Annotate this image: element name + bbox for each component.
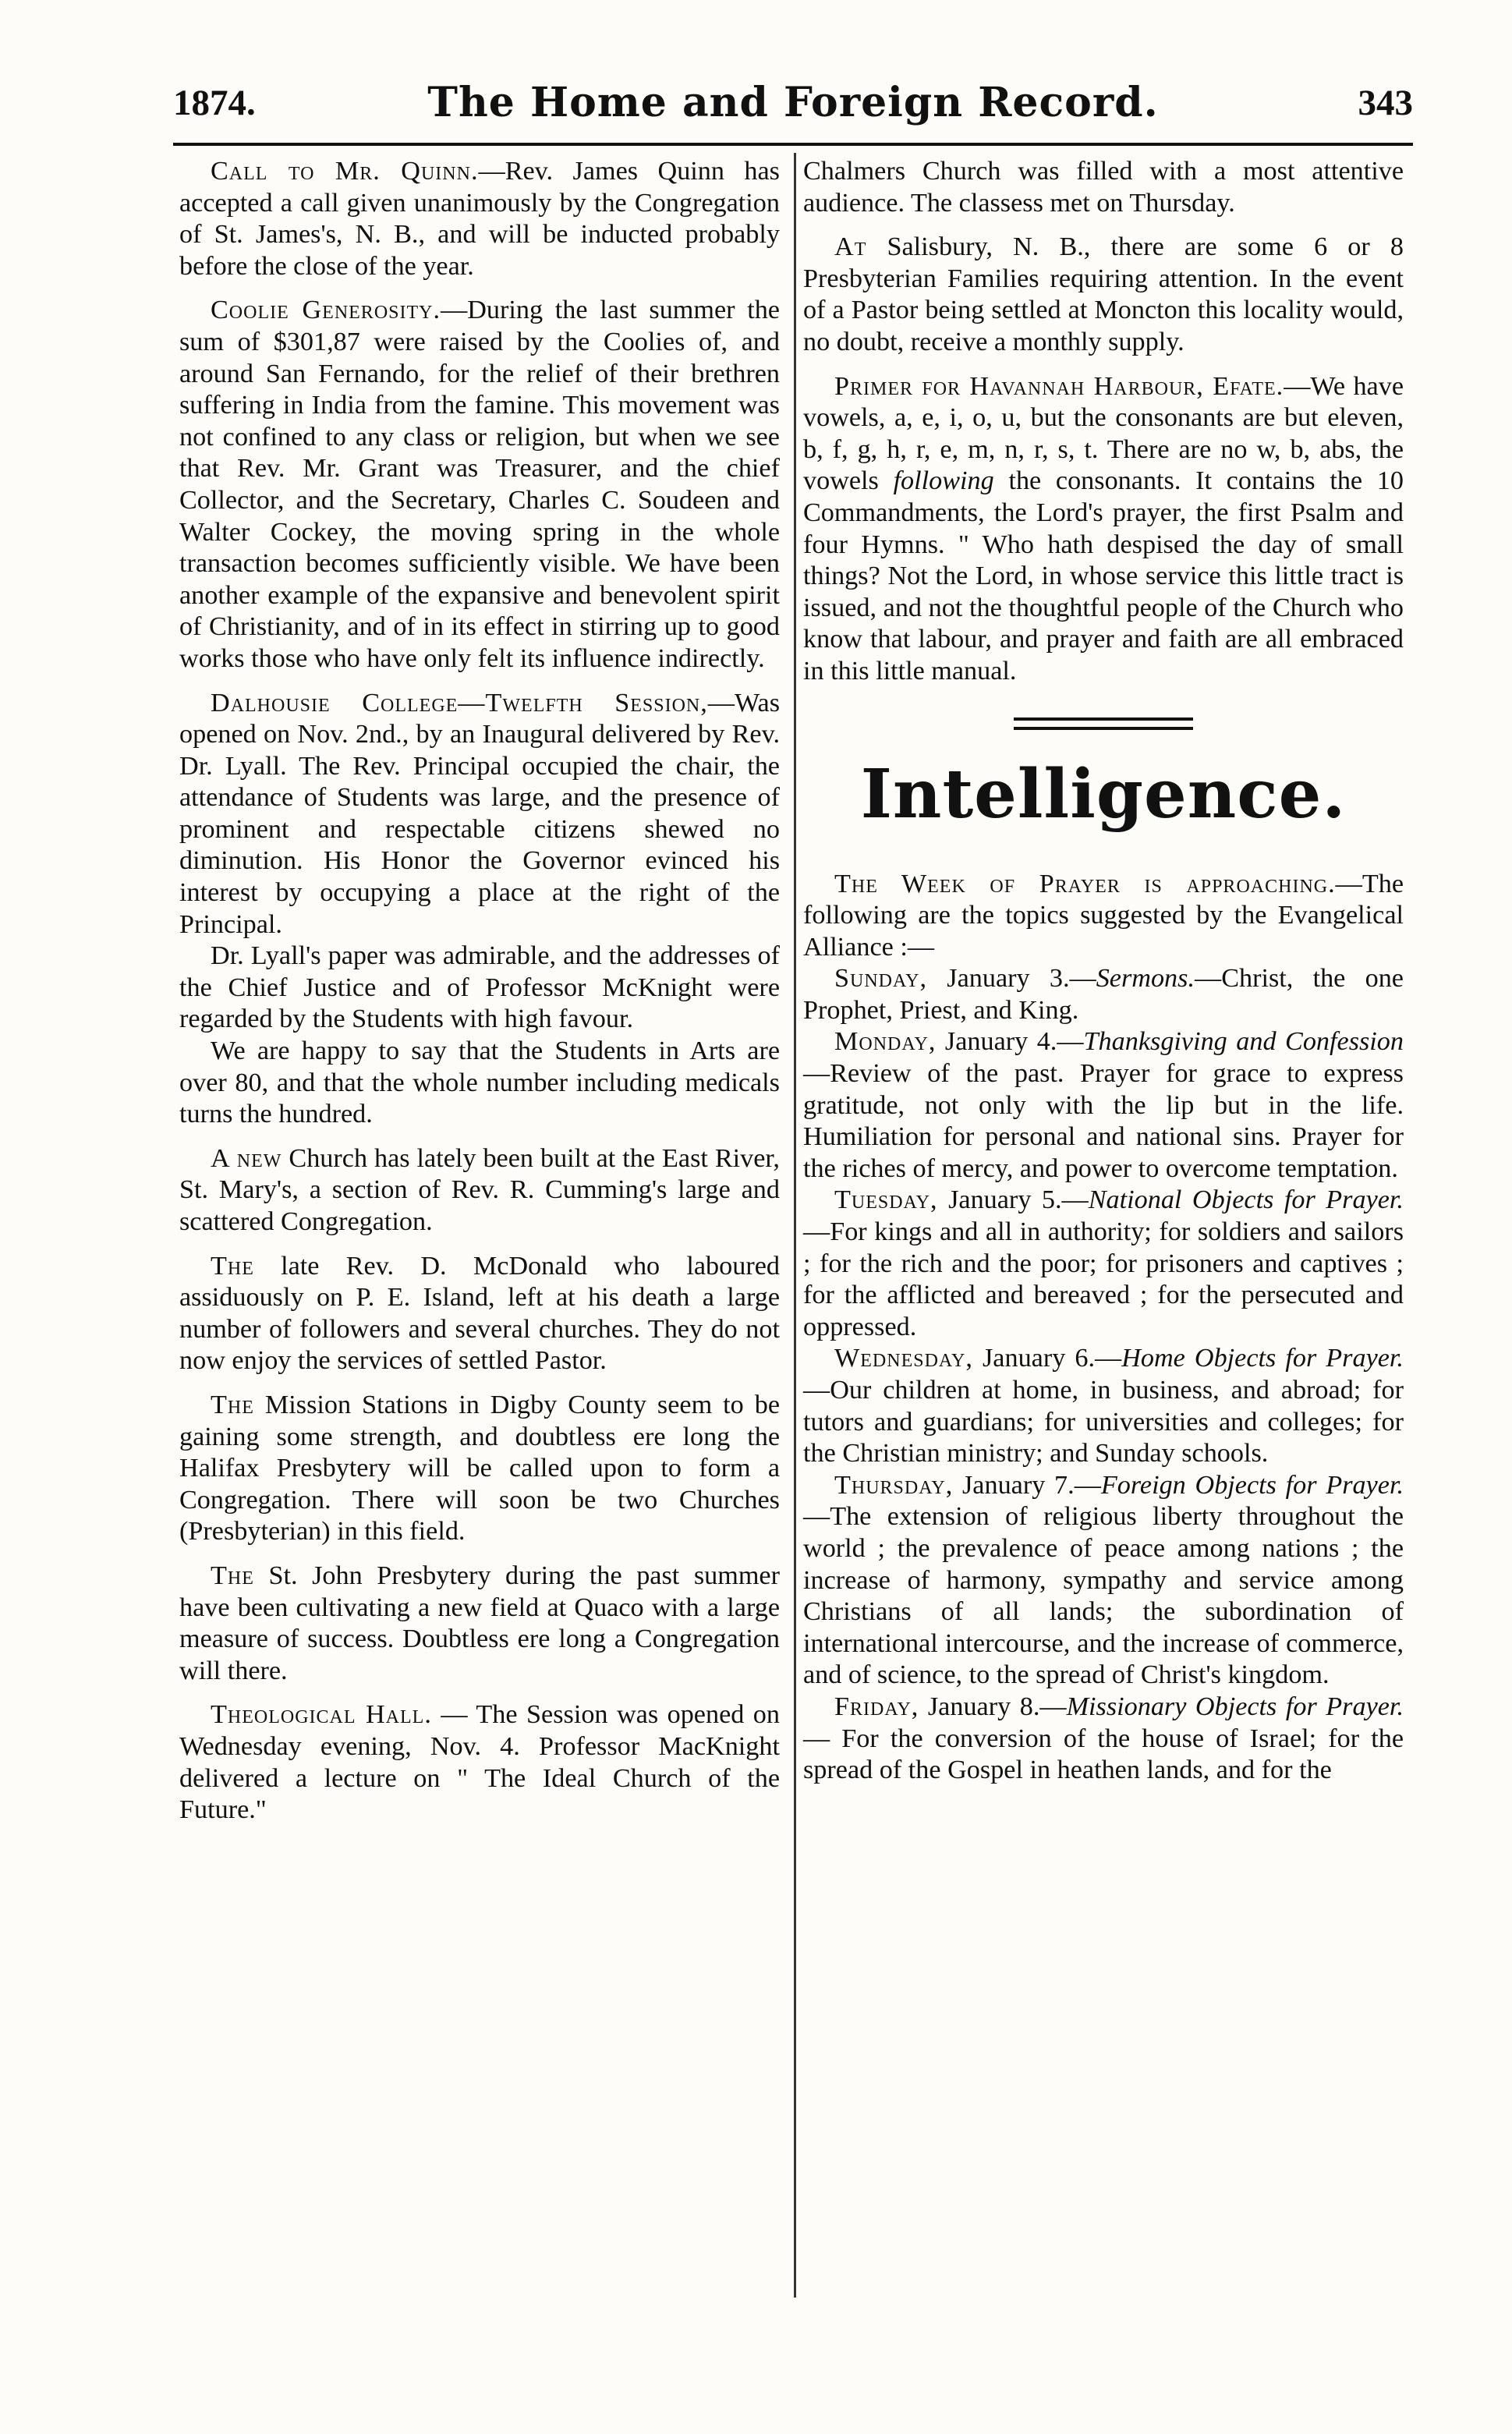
article-body: Mission Stations in Digby County seem to be gaining some strength, and doubtless ere long the Halifax Presbytery will be called upon to form a Congregation. There will soon be two Churches (Presbyterian) in this field. [179, 1390, 780, 1546]
prayer-body: —The extension of religious liberty throughout the world ; the prevalence of peace among nations ; the increase of harmony, sympathy and service among Christians of all lands; the subordination of international intercourse, and the increase of commerce, and of science, to the spread of Christ's kingdom. [803, 1502, 1404, 1690]
prayer-topic: Home Objects for Prayer. [1121, 1344, 1404, 1373]
article-body: late Rev. D. McDonald who laboured assiduously on P. E. Island, left at his death a large number of followers and several churches. They do not now enjoy the services of settled Pastor. [179, 1251, 780, 1376]
article-lead: The [211, 1251, 254, 1281]
article-week-of-prayer [803, 869, 1404, 964]
article-call-to-mr-quinn [179, 156, 780, 282]
prayer-body: —For kings and all in authority; for soldiers and sailors ; for the rich and the poor; for prisoners and captives ; for the afflicted and bereaved ; for the persecuted and oppressed. [803, 1217, 1404, 1341]
header-rule [173, 143, 1413, 146]
prayer-day: Thursday, [834, 1470, 954, 1500]
article-st-john-presbytery [179, 1561, 780, 1687]
column-divider [794, 153, 796, 2298]
prayer-day-wednesday [803, 1343, 1404, 1469]
article-body: —Was opened on Nov. 2nd., by an Inaugural delivered by Rev. Dr. Lyall. The Rev. Principal occupied the chair, the attendance of Students was large, and the presence of prominent and respectable citizens shewed no diminution. His Honor the Governor evinced his interest by occupying a place at the right of the Principal. [179, 688, 780, 939]
article-digby-county [179, 1390, 780, 1548]
article-heading: Call to Mr. Quinn. [211, 157, 479, 186]
article-lead: At [834, 232, 867, 262]
section-title-intelligence: Intelligence. [860, 754, 1347, 834]
article-body: —During the last summer the sum of $301,87 were raised by the Coolies of, and around San Fernando, for the relief of their brethren suffering in India from the famine. This movement was not confined to any class or religion, but when we see that Rev. Mr. Grant was Treasurer, and the chief Collector, and the Secretary, Charles C. Soudeen and Walter Cockey, the moving spring in the whole transaction becomes sufficiently visible. We have been another example of the expansive and benevolent spirit of Christianity, and of in its effect in stirring up to good works those who have only felt its influence indirectly. [179, 296, 780, 673]
prayer-day-friday [803, 1692, 1404, 1787]
article-heading: Coolie Generosity. [211, 296, 441, 325]
article-new-church [179, 1143, 780, 1238]
dalhousie-lyall-paragraph: Dr. Lyall's paper was admirable, and the addresses of the Chief Justice and of Professor McKnight were regarded by the Students with high favour. [179, 941, 780, 1034]
prayer-topic: Sermons. [1096, 964, 1195, 994]
article-heading: Primer for Havannah Harbour, Efate. [834, 371, 1284, 401]
article-heading: The Week of Prayer is approaching. [834, 869, 1336, 898]
dalhousie-students-paragraph: We are happy to say that the Students in Arts are over 80, and that the whole number including medicals turns the hundred. [179, 1036, 780, 1129]
rule-line [1014, 717, 1193, 721]
article-salisbury [803, 232, 1404, 358]
section-double-rule [803, 717, 1404, 730]
page-header [173, 74, 1413, 144]
article-body: Church has lately been built at the East River, St. Mary's, a section of Rev. R. Cumming's large and scattered Congregation. [179, 1143, 780, 1236]
prayer-date: January 5.— [937, 1185, 1089, 1215]
prayer-body: —Our children at home, in business, and abroad; for tutors and guardians; for universities and colleges; for the Christian ministry; and Sunday schools. [803, 1376, 1404, 1469]
prayer-day: Sunday, [834, 964, 928, 994]
article-theological-hall [179, 1699, 780, 1826]
prayer-body: — For the conversion of the house of Israel; for the spread of the Gospel in heathen lands, and for the [803, 1724, 1404, 1785]
header-year: 1874. [173, 83, 256, 123]
prayer-day: Monday, [834, 1027, 937, 1057]
prayer-day: Wednesday, [834, 1344, 973, 1373]
prayer-body: —Christ, the one Prophet, Priest, and King. [803, 964, 1404, 1025]
prayer-date: January 7.— [953, 1470, 1101, 1500]
article-heading: Dalhousie College—Twelfth Session, [211, 688, 708, 717]
article-lead: The [211, 1561, 254, 1590]
article-body: — The Session was opened on Wednesday evening, Nov. 4. Professor MacKnight delivered a lecture on " The Ideal Church of the Future." [179, 1700, 780, 1825]
prayer-day-sunday [803, 963, 1404, 1026]
header-page-number: 343 [1358, 83, 1413, 123]
article-heading: Theological Hall. [211, 1700, 432, 1730]
article-dalhousie-college [179, 688, 780, 941]
article-body: the consonants. It contains the 10 Commandments, the Lord's prayer, the first Psalm and four Hymns. " Who hath despised the day of small things? Not the Lord, in whose service this little tract is issued, and not the thoughtful people of the Church who know that labour, and prayer and faith are all embraced in this little manual. [803, 466, 1404, 686]
article-body: St. John Presbytery during the past summer have been cultivating a new field at Quaco with a large measure of success. Doubtless ere long a Congregation will there. [179, 1561, 780, 1685]
prayer-day: Tuesday, [834, 1185, 938, 1215]
prayer-topic: Missionary Objects for Prayer. [1066, 1692, 1404, 1721]
left-column [179, 156, 780, 1839]
prayer-day-monday [803, 1026, 1404, 1185]
prayer-body: —Review of the past. Prayer for grace to express gratitude, not only with the lip but in the life. Humiliation for personal and national sins. Prayer for the riches of mercy, and power to overcome temptation. [803, 1059, 1404, 1183]
article-coolie-generosity [179, 295, 780, 675]
prayer-date: January 8.— [919, 1692, 1067, 1721]
prayer-topic: Foreign Objects for Prayer. [1100, 1470, 1404, 1500]
prayer-topic: Thanksgiving and Confession [1083, 1027, 1404, 1057]
right-column [803, 156, 1404, 1787]
article-italic-word: following [893, 466, 994, 496]
article-body: —We have vowels, a, e, i, o, u, but the consonants are but eleven, b, f, g, h, r, e, m, n, r, s, t. There are no w, b, abs, the vowels [803, 371, 1404, 496]
article-lead: The [211, 1390, 254, 1419]
prayer-day: Friday, [834, 1692, 919, 1721]
chalmers-continuation: Chalmers Church was filled with a most attentive audience. The classess met on Thursday. [803, 157, 1404, 218]
header-title: The Home and Foreign Record. [427, 79, 1159, 126]
prayer-topic: National Objects for Prayer. [1088, 1185, 1404, 1215]
prayer-day-thursday [803, 1470, 1404, 1692]
prayer-date: January 3.— [927, 964, 1096, 994]
article-body: —The following are the topics suggested by the Evangelical Alliance :— [803, 869, 1404, 962]
article-body: Salisbury, N. B., there are some 6 or 8 Presbyterian Families requiring attention. In the event of a Pastor being settled at Moncton this locality would, no doubt, receive a monthly supply. [803, 232, 1404, 356]
article-rev-mcdonald [179, 1251, 780, 1377]
prayer-date: January 4.— [936, 1027, 1084, 1057]
article-lead: A new [211, 1143, 282, 1173]
prayer-date: January 6.— [972, 1344, 1122, 1373]
prayer-day-tuesday [803, 1185, 1404, 1343]
rule-line [1014, 727, 1193, 730]
article-body: —Rev. James Quinn has accepted a call given unanimously by the Congregation of St. James's, N. B., and will be inducted probably before the close of the year. [179, 157, 780, 281]
article-primer-havannah [803, 371, 1404, 688]
